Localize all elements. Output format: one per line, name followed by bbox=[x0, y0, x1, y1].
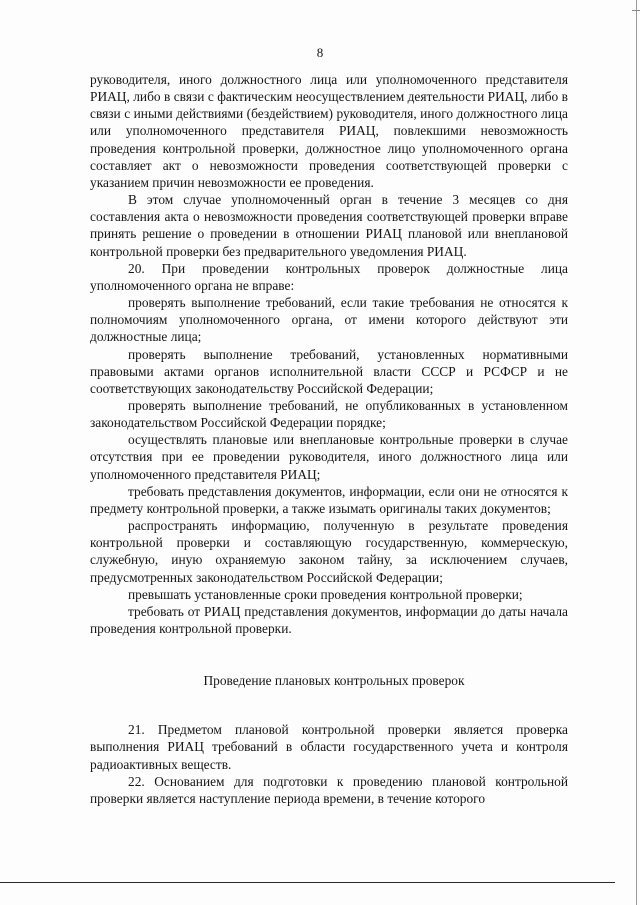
page-number: 8 bbox=[316, 45, 324, 60]
page-edge-line bbox=[636, 0, 637, 905]
paragraph-item-20: 20. При проведении контрольных проверок должностные лица уполномоченного органа не вправе: bbox=[90, 260, 568, 293]
paragraph: В этом случае уполномоченный орган в течение 3 месяцев со дня составления акта о невозможности проведения соответствующей проверки вправе принять решение о проведении в отношении РИАЦ плановой или внеплановой контрольной проверки без предварительного уведомления РИАЦ. bbox=[90, 192, 568, 259]
list-item: осуществлять плановые или внеплановые контрольные проверки в случае отсутствия при ее проведении руководителя, иного должностного лица или уполномоченного представителя РИАЦ; bbox=[90, 432, 568, 482]
list-item: превышать установленные сроки проведения контрольной проверки; bbox=[128, 586, 523, 602]
list-item: проверять выполнение требований, не опубликованных в установленном законодательством Российской Федерации порядке; bbox=[90, 397, 568, 431]
document-body bbox=[90, 71, 568, 807]
section-heading: Проведение плановых контрольных проверок bbox=[203, 673, 465, 689]
list-item: проверять выполнение требований, если такие требования не относятся к полномочиям уполномоченного органа, от имени которого действуют эти должностные лица; bbox=[90, 295, 568, 345]
list-item: распространять информацию, полученную в результате проведения контрольной проверки и составляющую государственную, коммерческую, служебную, иную охраняемую законом тайну, за исключением случаев, предусмотренных законодательством Российской Федерации; bbox=[90, 518, 568, 585]
list-item: требовать от РИАЦ представления документов, информации до даты начала проведения контрольной проверки. bbox=[90, 603, 568, 636]
scan-mark bbox=[632, 10, 640, 11]
paragraph-item-22: 22. Основанием для подготовки к проведению плановой контрольной проверки является наступление периода времени, в течение которого bbox=[90, 773, 568, 806]
bottom-rule-divider bbox=[0, 882, 615, 883]
paragraph: руководителя, иного должностного лица или уполномоченного представителя РИАЦ, либо в связи с фактическим неосуществлением деятельности РИАЦ, либо в связи с иными действиями (бездействием) руководителя, иного должностного лица или уполномоченного представителя РИАЦ, повлекшими невозможность проведения контрольной проверки, должностное лицо уполномоченного органа составляет акт о невозможности проведения соответствующей проверки с указанием причин невозможности ее проведения. bbox=[90, 72, 568, 190]
paragraph-item-21: 21. Предметом плановой контрольной проверки является проверка выполнения РИАЦ требований в области государственного учета и контроля радиоактивных веществ. bbox=[90, 722, 568, 772]
list-item: требовать представления документов, информации, если они не относятся к предмету контрольной проверки, а также изымать оригиналы таких документов; bbox=[90, 483, 568, 516]
list-item: проверять выполнение требований, установленных нормативными правовыми актами органов исполнительной власти СССР и РСФСР и не соответствующих законодательству Российской Федерации; bbox=[90, 346, 568, 396]
